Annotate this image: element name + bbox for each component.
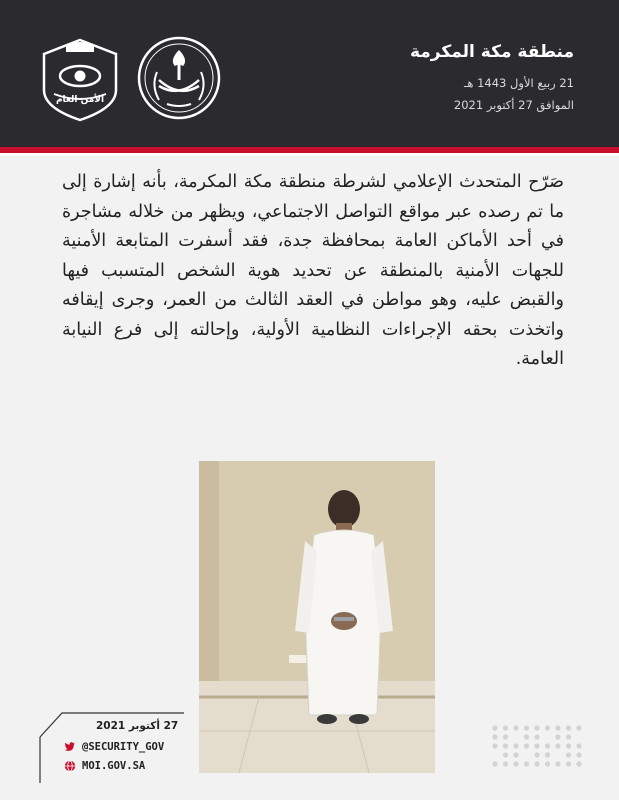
decorative-dot <box>534 734 539 739</box>
decorative-dot <box>576 743 581 748</box>
twitter-handle: @SECURITY_GOV <box>82 741 165 753</box>
decorative-dot <box>566 743 571 748</box>
twitter-icon <box>64 741 76 753</box>
white-stripe <box>0 153 619 156</box>
decorative-dot <box>545 743 550 748</box>
decorative-dot <box>503 734 508 739</box>
decorative-dot <box>534 761 539 766</box>
decorative-dot <box>545 725 550 730</box>
decorative-dot <box>492 725 497 730</box>
hijri-date: 21 ربيع الأول 1443 هـ <box>464 76 574 90</box>
decorative-dot <box>503 725 508 730</box>
decorative-dot <box>566 752 571 757</box>
decorative-dot <box>545 752 550 757</box>
gregorian-date: الموافق 27 أكتوبر 2021 <box>453 98 574 112</box>
decorative-dot <box>492 761 497 766</box>
decorative-dot <box>555 734 560 739</box>
statement-paragraph: صَرّح المتحدث الإعلامي لشرطة منطقة مكة المكرمة، بأنه إشارة إلى ما تم رصده عبر مواقع التواصل الاجتماعي، ويظهر من خلاله مشاجرة في أحد الأماكن العامة بمحافظة جدة، فقد أسفرت المتابعة الأمنية للجهات الأمنية بالمنطقة عن تحديد هوية الشخص المتسبب فيها والقبض عليه، وهو مواطن في العقد الثالث من العمر، وجرى إيقافه واتخذت بحقه الإجراءات النظامية الأولية، وإحالته إلى فرع النيابة العامة. <box>62 172 564 369</box>
website-url: MOI.GOV.SA <box>82 760 146 772</box>
decorative-dot <box>503 752 508 757</box>
decorative-dot <box>566 761 571 766</box>
twitter-handle-row[interactable] <box>64 741 164 753</box>
website-row[interactable] <box>64 760 145 772</box>
decorative-dot <box>545 761 550 766</box>
region-title: منطقة مكة المكرمة <box>409 42 574 62</box>
saudi-emblem-logo <box>137 36 221 120</box>
header-bar <box>0 0 619 147</box>
decorative-dot <box>513 743 518 748</box>
decorative-dot-pattern <box>489 722 585 770</box>
decorative-dot <box>555 725 560 730</box>
decorative-dot <box>576 725 581 730</box>
decorative-dot <box>513 752 518 757</box>
decorative-dot <box>524 725 529 730</box>
footer-date: 27 أكتوبر 2021 <box>96 720 179 732</box>
decorative-dot <box>513 761 518 766</box>
decorative-dot <box>503 761 508 766</box>
decorative-dot <box>524 743 529 748</box>
logo-label: الأمن العام <box>55 95 105 105</box>
decorative-dot <box>524 734 529 739</box>
decorative-dot <box>566 725 571 730</box>
decorative-dot <box>555 743 560 748</box>
globe-icon <box>64 760 76 772</box>
decorative-dot <box>513 725 518 730</box>
decorative-dot <box>576 761 581 766</box>
decorative-dot <box>555 761 560 766</box>
decorative-dot <box>566 734 571 739</box>
decorative-dot <box>503 743 508 748</box>
decorative-dot <box>534 752 539 757</box>
public-security-logo <box>36 36 124 122</box>
decorative-dot <box>524 761 529 766</box>
decorative-dot <box>492 734 497 739</box>
decorative-dot <box>492 743 497 748</box>
suspect-photo <box>199 461 435 773</box>
decorative-dot <box>534 725 539 730</box>
decorative-dot <box>534 743 539 748</box>
decorative-dot <box>576 752 581 757</box>
